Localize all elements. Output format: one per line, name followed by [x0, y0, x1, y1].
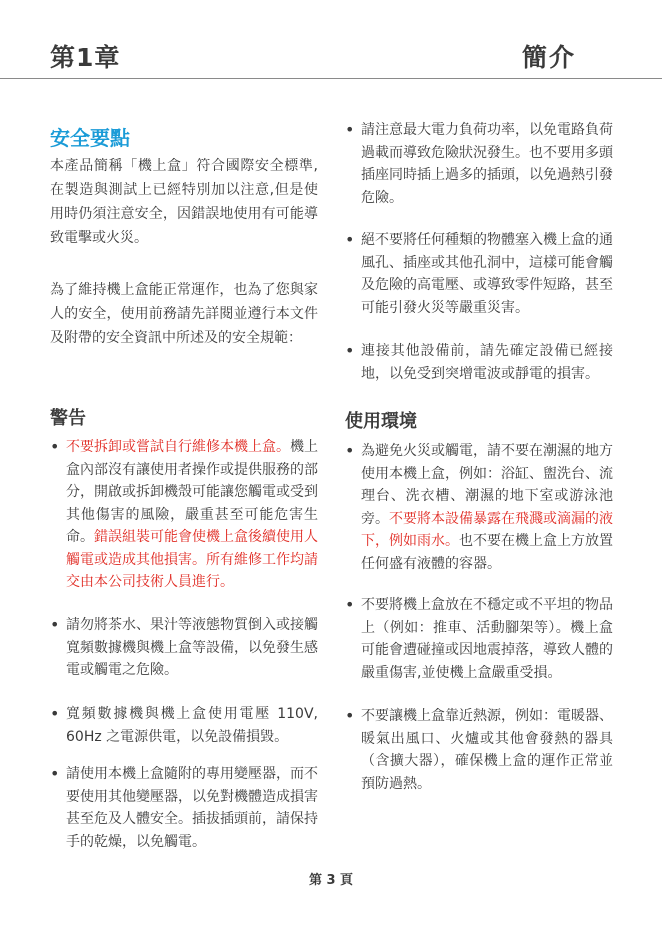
warning-list-4 — [50, 763, 318, 853]
environment-list-2 — [345, 594, 613, 684]
chapter-title: 簡介 — [521, 43, 576, 72]
power-load-item: • 請注意最大電力負荷功率，以免電路負荷過載而導致危險狀況發生。也不要用多頭插座同時插上過多的插頭，以免過熱引發危險。 — [345, 119, 613, 209]
environment-item-heat: • 不要讓機上盒靠近熱源，例如：電暖器、暖氣出風口、火爐或其他會發熱的器具（含擴大器），確保機上盒的運作正常並預防過熱。 — [345, 705, 613, 795]
warning-item-liquid: • 請勿將茶水、果汁等液態物質倒入或接觸寬頻數據機與機上盒等設備，以免發生感電或觸電之危險。 — [50, 614, 318, 682]
warning-item-adapter: • 請使用本機上盒隨附的專用變壓器，而不要使用其他變壓器，以免對機體造成損害甚至危及人體安全。插拔插頭前，請保持手的乾燥，以免觸電。 — [50, 763, 318, 853]
warning-red-text: 錯誤組裝可能會使機上盒後續使用人觸電或造成其他損害。所有維修工作均請交由本公司技術人員進行。 — [66, 529, 318, 590]
chapter-label: 第1章 — [50, 43, 121, 72]
header-divider — [0, 78, 662, 79]
warning-list-1 — [50, 436, 318, 594]
warning-list-2 — [50, 614, 318, 682]
warning-item-disassembly — [50, 436, 318, 594]
environment-red-text: 不要將本設備暴露在飛濺或滴漏的液下，例如雨水。 — [361, 510, 613, 549]
environment-list-1 — [345, 440, 613, 575]
warning-red-text: 不要拆卸或嘗試自行維修本機上盒。 — [66, 439, 290, 455]
grounding-item: • 連接其他設備前，請先確定設備已經接地，以免受到突增電波或靜電的損害。 — [345, 340, 613, 385]
page-number: 第 3 頁 — [308, 873, 354, 888]
environment-text: 也不要在機上盒上方放置任何盛有液體的容器。 — [361, 533, 613, 572]
safety-heading: 安全要點 — [50, 126, 130, 150]
warning-item-voltage: • 寬頻數據機與機上盒使用電壓 110V, 60Hz 之電源供電，以免設備損毀。 — [50, 703, 318, 748]
warning-list-3 — [50, 703, 318, 748]
grounding-list — [345, 340, 613, 385]
page-header — [0, 0, 662, 80]
warning-heading: 警告 — [50, 408, 86, 429]
environment-text: 為避免火災或觸電，請不要在潮濕的地方使用本機上盒，例如：浴缸、盥洗台、流理台、洗衣槽、潮濕的地下室或游泳池旁。 — [361, 443, 613, 527]
environment-item-stability: • 不要將機上盒放在不穩定或不平坦的物品上（例如：推車、活動腳架等）。機上盒可能會遭碰撞或因地震掉落，導致人體的嚴重傷害,並使機上盒嚴重受損。 — [345, 594, 613, 684]
environment-item-moisture — [345, 440, 613, 575]
intro-paragraph-2: 為了維持機上盒能正常運作，也為了您與家人的安全，使用前務請先詳閱並遵行本文件及附帶的安全資訊中所述及的安全規範： — [50, 282, 318, 346]
warning-text: 機上盒內部沒有讓使用者操作或提供服務的部分，開啟或拆卸機殼可能讓您觸電或受到其他傷害的風險，嚴重甚至可能危害生命。 — [66, 439, 318, 545]
power-list — [345, 119, 613, 209]
vents-item: • 絕不要將任何種類的物體塞入機上盒的通風孔、插座或其他孔洞中，這樣可能會觸及危險的高電壓、或導致零件短路，甚至可能引發火災等嚴重災害。 — [345, 229, 613, 319]
vents-list — [345, 229, 613, 319]
intro-paragraph-1: 本產品簡稱「機上盒」符合國際安全標準,在製造與測試上已經特別加以注意,但是使用時仍須注意安全，因錯誤地使用有可能導致電擊或火災。 — [50, 158, 318, 246]
environment-list-3 — [345, 705, 613, 795]
environment-heading: 使用環境 — [345, 411, 417, 432]
